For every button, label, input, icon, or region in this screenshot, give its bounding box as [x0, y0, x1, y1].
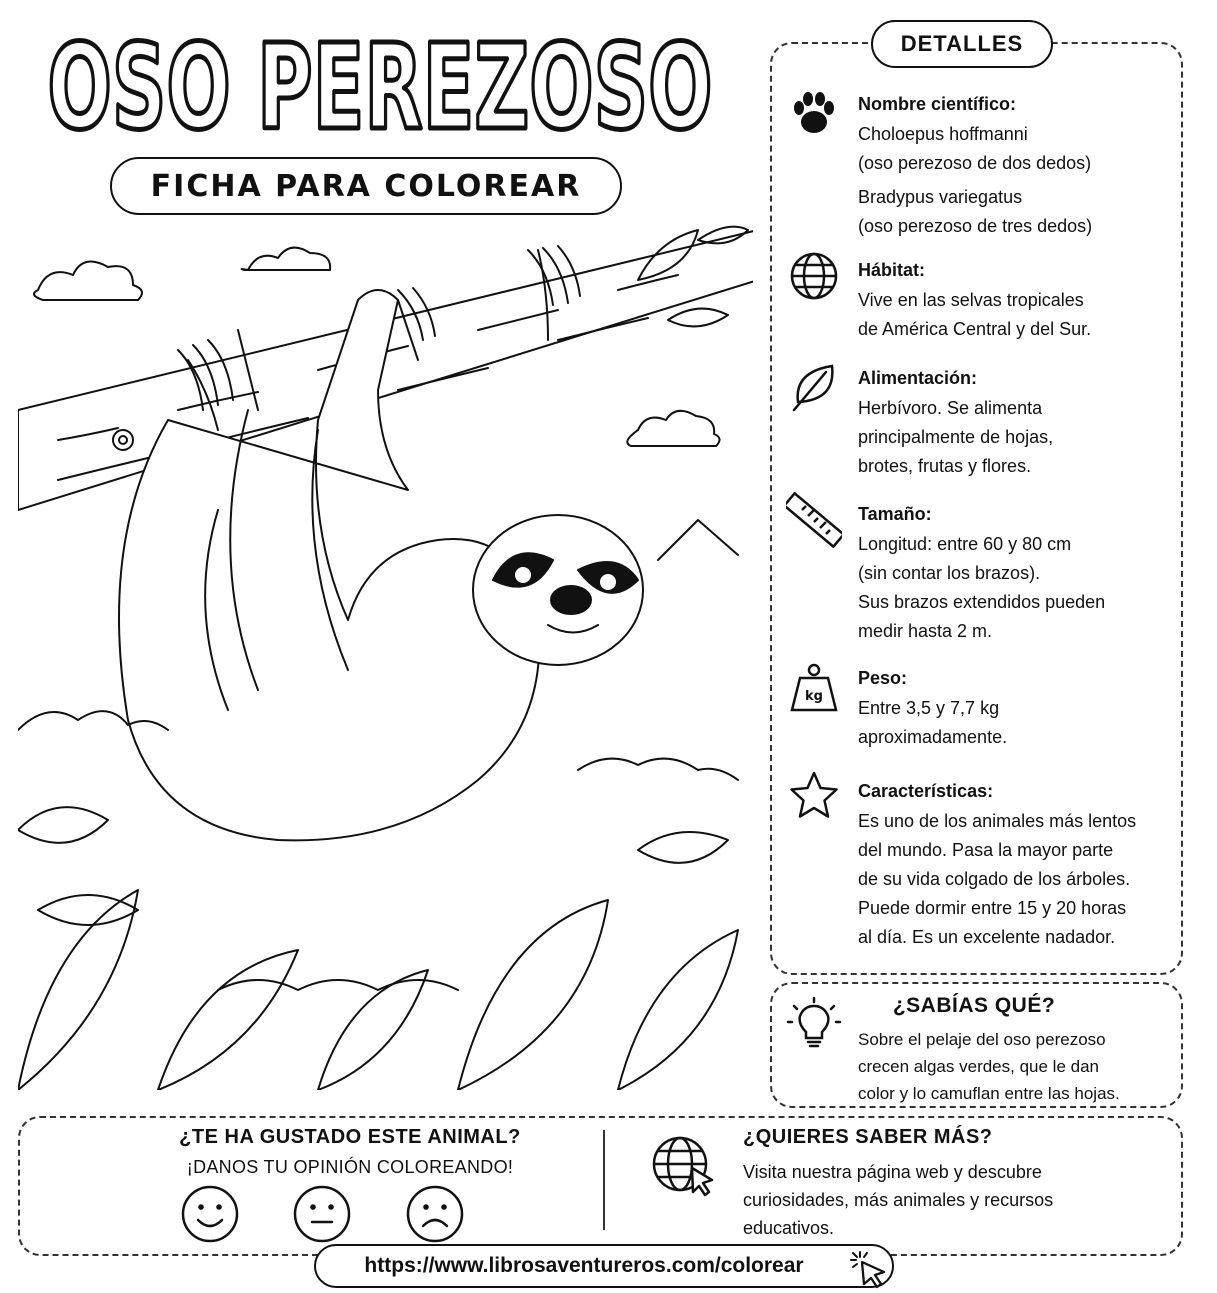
detail-line: medir hasta 2 m.	[858, 621, 993, 641]
details-tab: DETALLES	[871, 20, 1053, 68]
detail-line: Sus brazos extendidos pueden	[858, 592, 1106, 612]
detail-weight	[858, 666, 1178, 752]
detail-diet	[858, 366, 1178, 481]
subtitle-pill: FICHA PARA COLOREAR	[110, 157, 622, 215]
detail-line: brotes, frutas y flores.	[858, 456, 1032, 476]
detail-line: Choloepus hoffmanni	[858, 124, 1028, 144]
leaf-icon	[786, 358, 842, 414]
star-icon	[786, 768, 842, 824]
detail-heading: Alimentación:	[858, 368, 978, 388]
learn-more-text	[743, 1158, 1163, 1242]
detail-line: principalmente de hojas,	[858, 427, 1054, 447]
globe-cursor-icon	[650, 1134, 722, 1198]
detail-line: Vive en las selvas tropicales	[858, 290, 1084, 310]
main-title	[30, 8, 730, 158]
feedback-title: ¿TE HA GUSTADO ESTE ANIMAL?	[179, 1126, 521, 1148]
detail-line: aproximadamente.	[858, 727, 1008, 747]
fact-line: Sobre el pelaje del oso perezoso	[858, 1030, 1106, 1049]
globe-icon	[786, 248, 842, 304]
detail-line: Es uno de los animales más lentos	[858, 811, 1137, 831]
learn-more-line: curiosidades, más animales y recursos	[743, 1190, 1054, 1210]
learn-more-title: ¿QUIERES SABER MÁS?	[743, 1126, 993, 1148]
website-link[interactable]: https://www.librosaventureros.com/colorear	[314, 1244, 894, 1288]
cloud-icon	[34, 262, 142, 300]
fact-line: color y lo camuflan entre las hojas.	[858, 1084, 1120, 1103]
happy-face-icon[interactable]	[180, 1184, 240, 1244]
detail-heading: Tamaño:	[858, 504, 932, 524]
click-cursor-icon	[848, 1248, 894, 1290]
fact-line: crecen algas verdes, que le dan	[858, 1057, 1099, 1076]
detail-characteristics	[858, 779, 1178, 952]
weight-icon-label: kg	[805, 689, 823, 704]
detail-line: Entre 3,5 y 7,7 kg	[858, 698, 1000, 718]
ruler-icon	[786, 492, 842, 548]
cloud-icon	[242, 248, 331, 270]
detail-line: de América Central y del Sur.	[858, 319, 1092, 339]
detail-line: Puede dormir entre 15 y 20 horas	[858, 898, 1127, 918]
lightbulb-icon	[786, 996, 842, 1052]
detail-line: Bradypus variegatus	[858, 187, 1023, 207]
weight-icon	[786, 660, 842, 716]
detail-line: de su vida colgado de los árboles.	[858, 869, 1131, 889]
neutral-face-icon[interactable]	[292, 1184, 352, 1244]
learn-more-line: Visita nuestra página web y descubre	[743, 1162, 1042, 1182]
feedback-subtitle: ¡DANOS TU OPINIÓN COLOREANDO!	[186, 1157, 514, 1177]
sloth-illustration	[18, 210, 753, 1090]
cloud-icon	[627, 411, 719, 446]
detail-heading: Hábitat:	[858, 260, 925, 280]
detail-heading: Peso:	[858, 668, 908, 688]
detail-line: Herbívoro. Se alimenta	[858, 398, 1043, 418]
detail-line: al día. Es un excelente nadador.	[858, 927, 1116, 947]
detail-heading: Características:	[858, 781, 994, 801]
fact-text	[858, 1026, 1178, 1107]
main-title-text: OSO PEREZOSO	[47, 18, 713, 156]
detail-line: (oso perezoso de dos dedos)	[858, 153, 1092, 173]
fact-title: ¿SABÍAS QUÉ?	[892, 994, 1056, 1017]
detail-line: Longitud: entre 60 y 80 cm	[858, 534, 1072, 554]
learn-more-line: educativos.	[743, 1218, 835, 1238]
sad-face-icon[interactable]	[405, 1184, 465, 1244]
detail-line: del mundo. Pasa la mayor parte	[858, 840, 1114, 860]
detail-heading: Nombre científico:	[858, 94, 1017, 114]
detail-size	[858, 502, 1178, 646]
detail-line: (oso perezoso de tres dedos)	[858, 216, 1093, 236]
paw-icon	[786, 86, 842, 142]
detail-habitat	[858, 258, 1178, 344]
detail-scientific-name	[858, 92, 1178, 241]
bottom-divider	[603, 1130, 605, 1230]
detail-line: (sin contar los brazos).	[858, 563, 1041, 583]
